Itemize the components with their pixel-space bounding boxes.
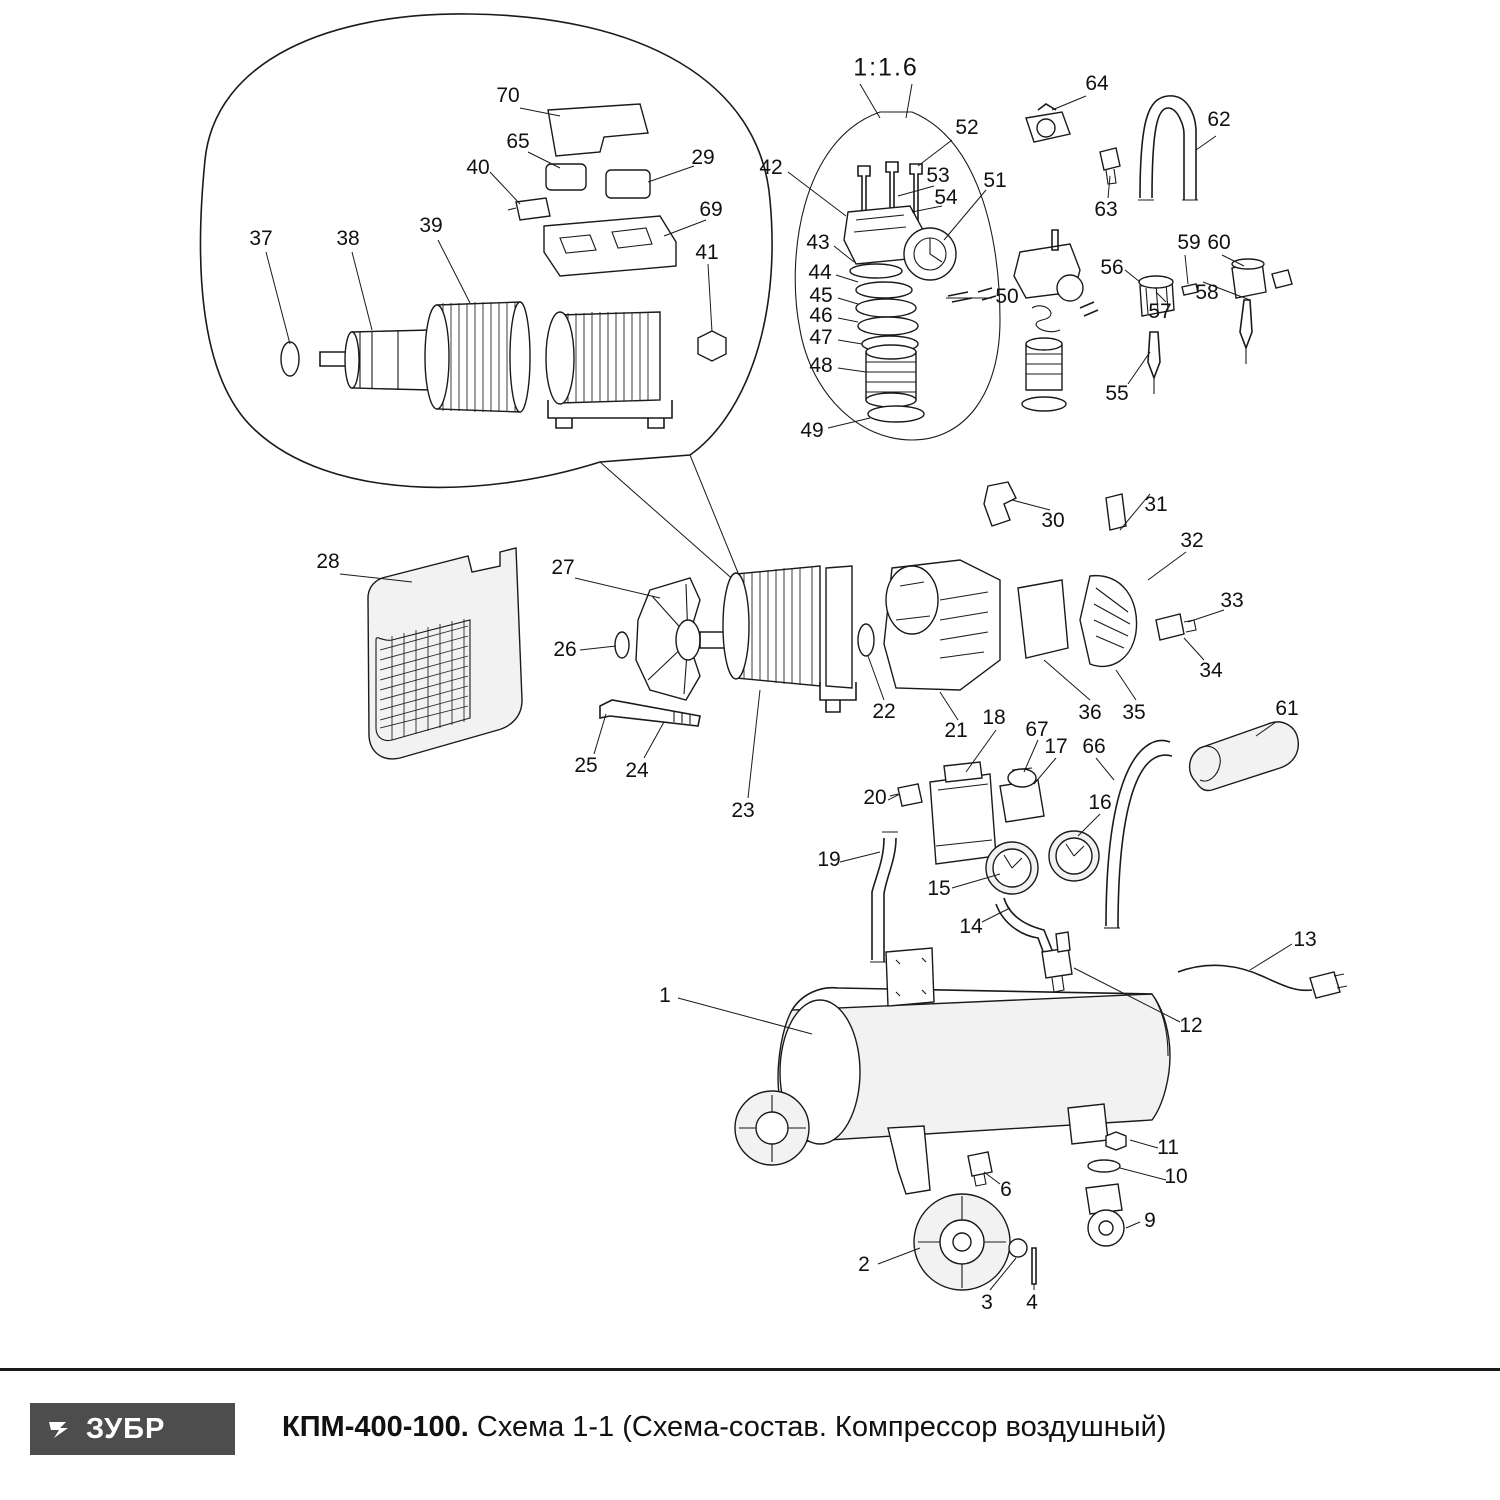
part-callout-65: 65 [506, 130, 530, 153]
part-callout-40: 40 [466, 156, 490, 179]
part-callout-41: 41 [695, 241, 719, 264]
part-callout-16: 16 [1088, 791, 1112, 814]
motor-internals-group [266, 104, 726, 428]
part-callout-51: 51 [983, 169, 1007, 192]
brand-badge [30, 1403, 235, 1455]
part-callout-33: 33 [1220, 589, 1244, 612]
part-callout-38: 38 [336, 227, 360, 250]
part-callout-59: 59 [1177, 231, 1201, 254]
part-callout-10: 10 [1164, 1165, 1188, 1188]
part-callout-29: 29 [691, 146, 715, 169]
part-callout-27: 27 [551, 556, 575, 579]
part-callout-50: 50 [995, 285, 1019, 308]
scale-note: 1:1.6 [853, 53, 919, 82]
part-callout-55: 55 [1105, 382, 1129, 405]
part-callout-30: 30 [1041, 509, 1065, 532]
part-callout-63: 63 [1094, 198, 1118, 221]
part-callout-49: 49 [800, 419, 824, 442]
part-callout-42: 42 [759, 156, 783, 179]
part-callout-54: 54 [934, 186, 958, 209]
part-callout-52: 52 [955, 116, 979, 139]
part-callout-28: 28 [316, 550, 340, 573]
part-callout-56: 56 [1100, 256, 1124, 279]
part-callout-48: 48 [809, 354, 833, 377]
part-callout-22: 22 [872, 700, 896, 723]
part-callout-20: 20 [863, 786, 887, 809]
model-label: КПМ-400-100. [282, 1411, 469, 1443]
part-callout-45: 45 [809, 284, 833, 307]
part-callout-70: 70 [496, 84, 520, 107]
part-callout-61: 61 [1275, 697, 1299, 720]
part-callout-44: 44 [808, 261, 832, 284]
part-callout-66: 66 [1082, 735, 1106, 758]
part-callout-21: 21 [944, 719, 968, 742]
schema-description: Схема 1-1 (Схема-состав. Компрессор воздушный) [476, 1411, 1167, 1443]
part-callout-39: 39 [419, 214, 443, 237]
part-callout-60: 60 [1207, 231, 1231, 254]
part-callout-26: 26 [553, 638, 577, 661]
part-callout-4: 4 [1026, 1291, 1038, 1314]
part-callout-62: 62 [1207, 108, 1231, 131]
part-callout-14: 14 [959, 915, 983, 938]
part-callout-64: 64 [1085, 72, 1109, 95]
part-callout-46: 46 [809, 304, 833, 327]
tank-assembly [678, 730, 1347, 1290]
part-callout-12: 12 [1179, 1014, 1203, 1037]
part-callout-11: 11 [1157, 1136, 1179, 1159]
part-callout-57: 57 [1148, 300, 1172, 323]
part-callout-18: 18 [982, 706, 1006, 729]
part-callout-13: 13 [1293, 928, 1317, 951]
main-motor-assembly [340, 482, 1298, 798]
part-callout-32: 32 [1180, 529, 1204, 552]
footer-caption [282, 1411, 1166, 1444]
part-callout-34: 34 [1199, 659, 1223, 682]
part-callout-2: 2 [858, 1253, 870, 1276]
part-callout-23: 23 [731, 799, 755, 822]
part-callout-1: 1 [659, 984, 671, 1007]
part-callout-69: 69 [699, 198, 723, 221]
footer-bar [0, 1368, 1500, 1500]
part-callout-58: 58 [1195, 281, 1219, 304]
part-callout-31: 31 [1144, 493, 1168, 516]
part-callout-47: 47 [809, 326, 833, 349]
magnifier-balloon [200, 14, 772, 590]
part-callout-3: 3 [981, 1291, 993, 1314]
part-callout-43: 43 [806, 231, 830, 254]
part-callout-15: 15 [927, 877, 951, 900]
part-callout-53: 53 [926, 164, 950, 187]
part-callout-25: 25 [574, 754, 598, 777]
part-callout-17: 17 [1044, 735, 1068, 758]
brand-label: ЗУБР [86, 1412, 166, 1445]
part-callout-36: 36 [1078, 701, 1102, 724]
part-callout-24: 24 [625, 759, 649, 782]
part-callout-9: 9 [1144, 1209, 1156, 1232]
part-callout-67: 67 [1025, 718, 1049, 741]
part-callout-37: 37 [249, 227, 273, 250]
fittings-group [1014, 96, 1292, 411]
part-callout-6: 6 [1000, 1178, 1012, 1201]
part-callout-35: 35 [1122, 701, 1146, 724]
zubr-logo-icon [46, 1414, 76, 1444]
part-callout-19: 19 [817, 848, 841, 871]
